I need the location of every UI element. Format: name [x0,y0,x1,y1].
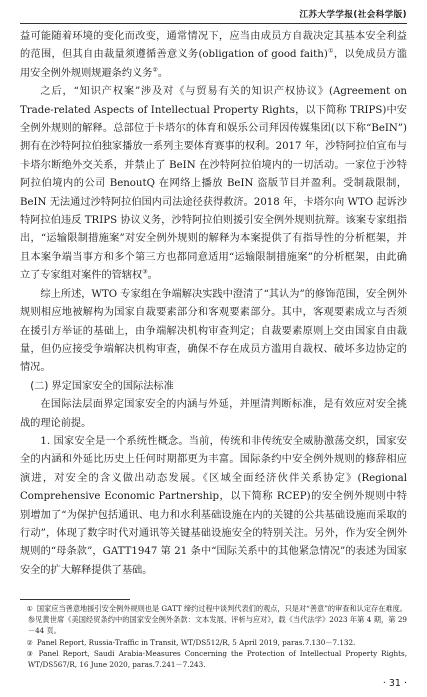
paragraph-3: 综上所述，WTO 专家组在争端解决实践中澄清了“其认为”的修饰范围，安全例外规则相应地被解构为国家自裁要素部分和客观要素部分。其中，客观要素成立与否须在援引方举证的基础上，由争端解决机构审查判定；自裁要素原则上交由国家自由裁量，但仍应接受争端解决机构审查，确保不存在成员方滥用自裁权、破坏多边协定的情况。 [20,288,407,374]
paragraph-2: 之后，“知识产权案”涉及对《与贸易有关的知识产权协议》(Agreement on Trade-related Aspects of Intellectual Property Rights，以下简称 TRIPS)中安全例外规则的解释。总部位于卡塔尔的体育和娱乐公司拜因传媒集团(以下称“BeIN”)拥有在沙特阿拉伯独家播放一系列主要体育赛事的权利。2017 年，沙特阿拉伯宣布与卡塔尔断绝外交关系，并禁止了 BeIN 在沙特阿拉伯境内的一切活动。一家位于沙特阿拉伯境内的公司 BenoutQ 在网络上播放 BeIN 盗版节目并盈利。受制裁限制，BeIN 无法通过沙特阿拉伯国内司法途径获得救济。2018 年，卡塔尔向 WTO 起诉沙特阿拉伯违反 TRIPS 协议义务，沙特阿拉伯则援引安全例外规则抗辩。该案专家组指出，“运输限制措施案”对安全例外规则的解释为本案提供了有指导性的分析框架，并且本案争端当事方和多个第三方也都同意适用“运输限制措施案”的分析框架，由此确立了专家组对案件的管辖权③。 [20,86,407,282]
page-number: · 31 · [382,678,407,689]
footnote-ref-1[interactable]: ① [327,48,334,56]
footnote-rule [20,599,130,600]
paragraph-4: 在国际法层面界定国家安全的内涵与外延，并厘清判断标准，是有效应对安全挑战的理论前提。 [20,399,407,429]
journal-header: 江苏大学学报(社会科学版) [299,10,407,20]
footnote-ref-2[interactable]: ② [152,66,158,74]
paragraph-5: 1. 国家安全是一个系统性概念。当前，传统和非传统安全威胁激荡交织，国家安全的内涵和外延比历史上任何时期都更为丰富。国际条约中安全例外规则的修辞相应演进，对安全的含义做出动态发展。《区域全面经济伙伴关系协定》(Regional Comprehensive Economic Partnership，以下简称 RCEP)的安全例外规则中特别增加了“为保护包括通讯、电力和水利基础设施在内的关键的公共基础设施而采取的行动”，体现了数字时代对通讯等关键基础设施安全的特别关注。另外，作为安全例外规则的“母条款”，GATT1947 第 21 条中“国际关系中的其他紧急情况”的表述为国家安全的扩大解释提供了基础。 [20,435,407,576]
footnote-ref-3[interactable]: ③ [142,268,148,276]
paragraph-1: 益可能随着环境的变化而改变，通常情况下，应当由成员方自裁决定其基本安全利益的范围，但其自由裁量须遵循善意义务(obligation of good faith)①，以免成员方滥用安全例外规则规避条约义务②。 [20,31,407,79]
section-heading: (二) 界定国家安全的国际法标准 [30,380,174,392]
footnote-3: ③ Panel Report, Saudi Arabia-Measures Concerning the Protection of Intellectual Property Rights, WT/DS567/R, 16 June 2020, paras.7.241－7.243. [26,648,407,670]
body-text [20,28,407,580]
footnote-1: ① 国家应当善意地援引安全例外规则也是 GATT 缔约过程中谈判代表们的观点，只是对“善意”的审查和认定存在难度。参见黄世席《美国经贸条约中的国家安全例外条款：文本发展、评析与应对》，载《当代法学》2023 年第 4 期，第 29－44 页。 [26,604,407,636]
footnote-2: ② Panel Report, Russia-Traffic in Transit, WT/DS512/R, 5 April 2019, paras.7.130－7.132. [26,637,356,647]
header-rule [20,23,407,24]
footnotes [20,603,407,670]
